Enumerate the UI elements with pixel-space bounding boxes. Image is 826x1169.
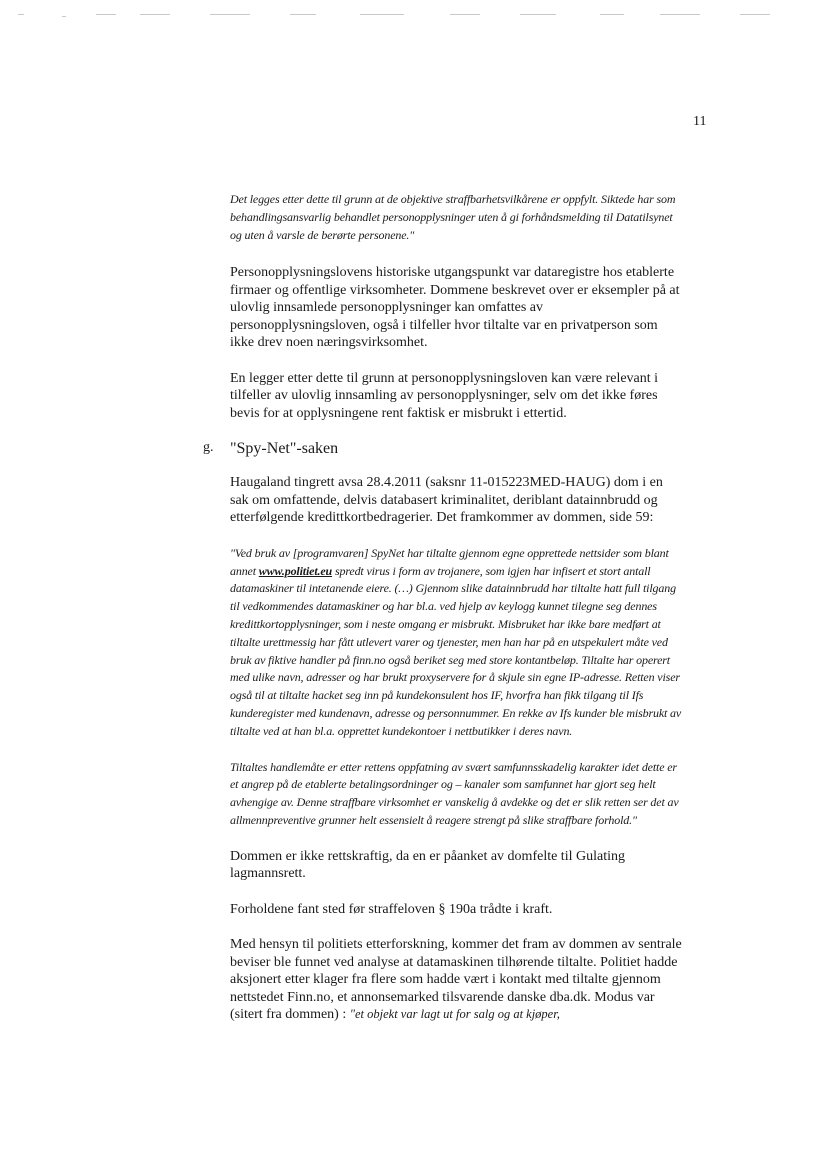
page-number: 11 — [693, 114, 707, 129]
quote-court-assessment: Tiltaltes handlemåte er etter rettens oppfatning av svært samfunnsskadelig karakter idet dette er et angrep på de etablerte betalingsordninger og – kanaler som samfunnet har gjort seg helt avhengige av. Denne straffbare virksomhet er vanskelig å avdekke og det er slik retten ser det av allmennpreventive grunner helt essensielt å reagere strengt på slike straffbare forhold." — [230, 759, 679, 828]
case-heading: "Spy-Net"-saken — [230, 440, 339, 458]
paragraph-investigation — [230, 936, 682, 1024]
quote-text-start: "Ved bruk av [programvaren] SpyNet har tiltalte gjennom egne opprettede nettsider som blant annet — [230, 545, 669, 578]
quote-objective-conditions: Det legges etter dette til grunn at de objektive straffbarhetsvilkårene er oppfylt. Siktede har som behandlingsansvarlig behandlet personopplysninger uten å gi forhåndsmelding til Datatilsynet og uten å varsle de berørte personene." — [230, 192, 676, 242]
paragraph-relevance: En legger etter dette til grunn at personopplysningsloven kan være relevant i tilfeller av ulovlig innsamling av personopplysninger, selv om det ikke føres bevis for at opplysningene rent faktisk er misbrukt i ettertid. — [230, 370, 659, 421]
quote-spynet-judgment — [230, 545, 682, 741]
investigation-quote: "et objekt var lagt ut for salg og at kjøper, — [349, 1007, 560, 1022]
website-link[interactable]: www.politiet.eu — [258, 563, 333, 578]
paragraph-timing: Forholdene fant sted før straffeloven § 190a trådte i kraft. — [230, 901, 553, 917]
list-marker: g. — [203, 440, 214, 456]
investigation-text: Med hensyn til politiets etterforskning, kommer det fram av dommen av sentrale beviser ble funnet ved analyse at datamaskinen tilhørende tiltalte. Politiet hadde aksjonert etter klager fra flere som hadde vært i kontakt med tiltalte gjennom nettstedet Finn.no, et annonsemarked tilsvarende danske dba.dk. Modus var (sitert fra dommen) : — [230, 937, 682, 1023]
document-body — [203, 191, 682, 1042]
paragraph-haugaland-judgment: Haugaland tingrett avsa 28.4.2011 (saksnr 11-015223MED-HAUG) dom i en sak om omfattende, delvis databasert kriminalitet, deriblant datainnbrudd og etterfølgende kredittkortbedragerier. Det framkommer av dommen, side 59: — [230, 475, 663, 526]
paragraph-historical-basis: Personopplysningslovens historiske utgangspunkt var dataregistre hos etablerte firmaer og offentlige virksomheter. Dommene beskrevet over er eksempler på at ulovlig innsamlede personopplysninger kan omfattes av personopplysningsloven, også i tilfeller hvor tiltalte var en privatperson som ikke drev noen næringsvirksomhet. — [230, 265, 680, 351]
paragraph-appeal: Dommen er ikke rettskraftig, da en er påanket av domfelte til Gulating lagmannsrett. — [230, 848, 625, 882]
list-item-spy-net — [203, 440, 682, 458]
quote-text-rest: spredt virus i form av trojanere, som igjen har infisert et stort antall datamaskiner til intetanende eiere. (…) Gjennom slike datainnbrudd har tiltalte hatt full tilgang til vedkommendes datamaskiner og har bl.a. ved hjelp av keylogg kunnet tilegne seg dennes kredittkortopplysninger, som i neste omgang er misbrukt. Misbruket har ikke bare medført at tiltalte urettmessig har fått utlevert varer og tjenester, men han har på en utspekulert måte ved bruk av fiktive handler på finn.no også beriket seg med store kontantbeløp. Tiltalte har operert med ulike navn, adresser og har brukt proxyservere for å skjule sin egne IP-adresse. Retten viser også til at tiltalte hacket seg inn på kundekonsulent hos IF, hvorfra han fikk tilgang til Ifs kunderegister med kundenavn, adresse og personnummer. En rekke av Ifs kunder ble misbrukt av tiltalte ved at han bl.a. opprettet kundekontoer i nettbutikker i deres navn. — [230, 563, 682, 738]
scan-edge-marks — [0, 14, 826, 22]
